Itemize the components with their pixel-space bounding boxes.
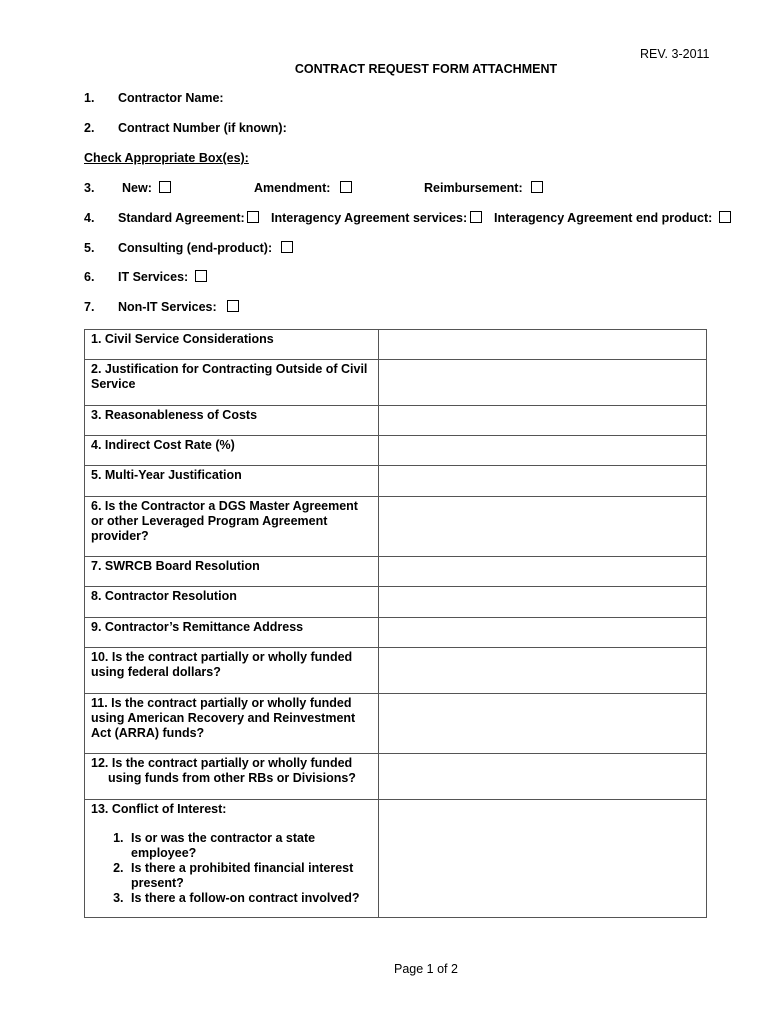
table-answer-cell[interactable] bbox=[379, 360, 707, 406]
row-number: 7. bbox=[84, 300, 95, 314]
row-number: 3. bbox=[84, 181, 95, 195]
it-services-checkbox[interactable] bbox=[195, 270, 207, 282]
interagency-services-label: Interagency Agreement services: bbox=[271, 211, 468, 225]
table-answer-cell[interactable] bbox=[379, 436, 707, 466]
table-answer-cell[interactable] bbox=[379, 618, 707, 648]
table-answer-cell[interactable] bbox=[379, 694, 707, 754]
table-question: 4. Indirect Cost Rate (%) bbox=[85, 436, 379, 466]
table-row bbox=[85, 436, 707, 466]
table-answer-cell[interactable] bbox=[379, 330, 707, 360]
table-row bbox=[85, 497, 707, 557]
consulting-label: Consulting (end-product): bbox=[118, 241, 273, 255]
revision-label: REV. 3-2011 bbox=[640, 47, 710, 61]
table-row bbox=[85, 754, 707, 800]
table-question-text: 12. Is the contract partially or wholly funded using funds from other RBs or Divisions? bbox=[91, 756, 356, 785]
table-row bbox=[85, 648, 707, 694]
reimbursement-checkbox[interactable] bbox=[531, 181, 543, 193]
table-question bbox=[85, 754, 379, 800]
list-item: 1. Is or was the contractor a state employee? bbox=[127, 831, 372, 861]
table-row bbox=[85, 557, 707, 587]
table-question: 5. Multi-Year Justification bbox=[85, 466, 379, 497]
table-row bbox=[85, 694, 707, 754]
field-number: 1. bbox=[84, 91, 95, 105]
standard-agreement-checkbox[interactable] bbox=[247, 211, 259, 223]
table-question: 11. Is the contract partially or wholly funded using American Recovery and Reinvestment Act (ARRA) funds? bbox=[85, 694, 379, 754]
table-question: 1. Civil Service Considerations bbox=[85, 330, 379, 360]
table-answer-cell[interactable] bbox=[379, 406, 707, 436]
table-row bbox=[85, 330, 707, 360]
contract-number-label: Contract Number (if known): bbox=[118, 121, 287, 135]
list-item: 2. Is there a prohibited financial interest present? bbox=[127, 861, 372, 891]
interagency-end-product-checkbox[interactable] bbox=[719, 211, 731, 223]
amendment-label: Amendment: bbox=[254, 181, 331, 195]
table-question bbox=[85, 800, 379, 918]
reimbursement-label: Reimbursement: bbox=[424, 181, 523, 195]
row-number: 4. bbox=[84, 211, 95, 225]
form-title: CONTRACT REQUEST FORM ATTACHMENT bbox=[294, 62, 558, 76]
table-answer-cell[interactable] bbox=[379, 648, 707, 694]
new-label: New: bbox=[122, 181, 152, 195]
contractor-name-label: Contractor Name: bbox=[118, 91, 224, 105]
table-row bbox=[85, 618, 707, 648]
field-number: 2. bbox=[84, 121, 95, 135]
table-answer-cell[interactable] bbox=[379, 497, 707, 557]
table-answer-cell[interactable] bbox=[379, 754, 707, 800]
table-row bbox=[85, 466, 707, 497]
table-answer-cell[interactable] bbox=[379, 557, 707, 587]
table-question: 7. SWRCB Board Resolution bbox=[85, 557, 379, 587]
table-answer-cell[interactable] bbox=[379, 466, 707, 497]
list-item: 3. Is there a follow-on contract involved? bbox=[127, 891, 372, 906]
it-services-label: IT Services: bbox=[118, 270, 189, 284]
table-question: 2. Justification for Contracting Outside of Civil Service bbox=[85, 360, 379, 406]
table-question: 3. Reasonableness of Costs bbox=[85, 406, 379, 436]
conflict-of-interest-heading: 13. Conflict of Interest: bbox=[91, 802, 227, 816]
interagency-end-product-label: Interagency Agreement end product: bbox=[494, 211, 713, 225]
row-number: 5. bbox=[84, 241, 95, 255]
table-row bbox=[85, 800, 707, 918]
table-question: 8. Contractor Resolution bbox=[85, 587, 379, 618]
table-row bbox=[85, 360, 707, 406]
table-question: 6. Is the Contractor a DGS Master Agreement or other Leveraged Program Agreement provider? bbox=[85, 497, 379, 557]
non-it-services-label: Non-IT Services: bbox=[118, 300, 217, 314]
table-answer-cell[interactable] bbox=[379, 800, 707, 918]
table-row bbox=[85, 406, 707, 436]
page-number: Page 1 of 2 bbox=[394, 962, 458, 976]
table-row bbox=[85, 587, 707, 618]
consulting-checkbox[interactable] bbox=[281, 241, 293, 253]
interagency-services-checkbox[interactable] bbox=[470, 211, 482, 223]
check-boxes-heading: Check Appropriate Box(es): bbox=[84, 151, 249, 165]
row-number: 6. bbox=[84, 270, 95, 284]
table-question: 9. Contractor’s Remittance Address bbox=[85, 618, 379, 648]
considerations-table bbox=[84, 329, 707, 918]
table-answer-cell[interactable] bbox=[379, 587, 707, 618]
amendment-checkbox[interactable] bbox=[340, 181, 352, 193]
conflict-of-interest-list bbox=[91, 831, 372, 906]
non-it-services-checkbox[interactable] bbox=[227, 300, 239, 312]
table-question: 10. Is the contract partially or wholly funded using federal dollars? bbox=[85, 648, 379, 694]
new-checkbox[interactable] bbox=[159, 181, 171, 193]
standard-agreement-label: Standard Agreement: bbox=[118, 211, 245, 225]
